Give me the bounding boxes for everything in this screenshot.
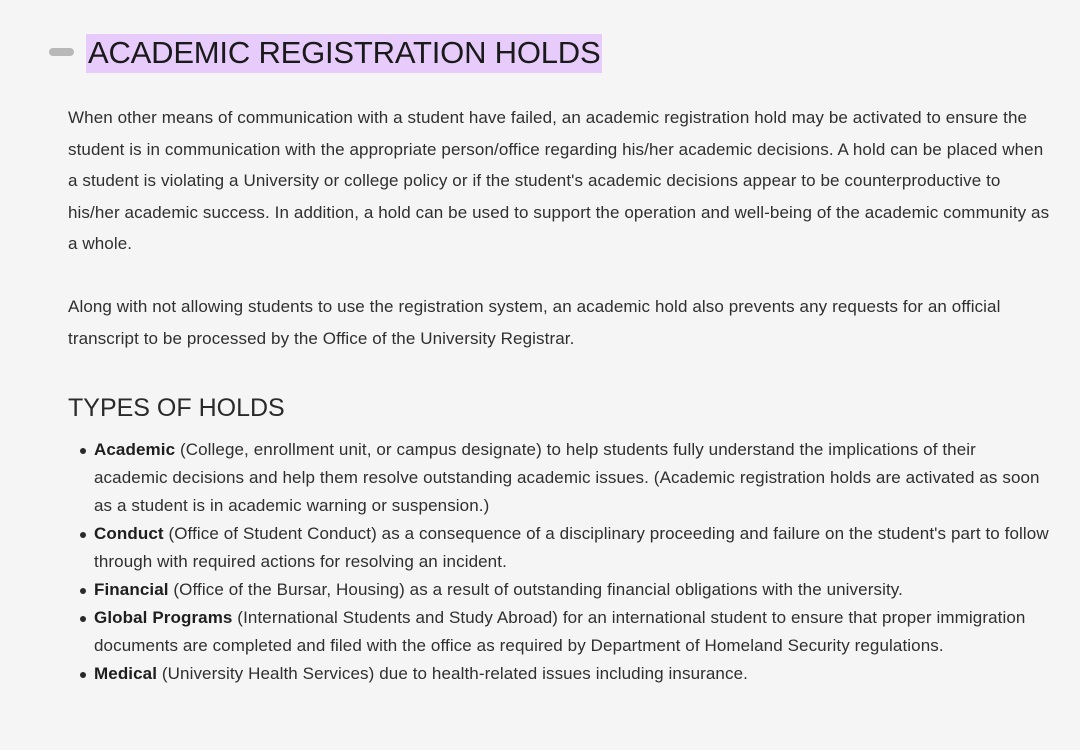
document-body: [68, 102, 1053, 688]
hold-item-global-programs: [94, 604, 1053, 660]
hold-description: (Office of Student Conduct) as a consequence of a disciplinary proceeding and failure on the student's part to follow through with required actions for resolving an incident.: [94, 524, 1049, 572]
hold-name: Conduct: [94, 524, 164, 544]
hold-name: Financial: [94, 580, 169, 600]
hold-name: Medical: [94, 664, 158, 684]
hold-item-financial: [94, 576, 1053, 604]
hold-name: Academic: [94, 440, 176, 460]
types-of-holds-heading: TYPES OF HOLDS: [68, 394, 285, 423]
hold-item-conduct: [94, 520, 1053, 576]
intro-paragraph: When other means of communication with a student have failed, an academic registration hold may be activated to ensure the student is in communication with the appropriate person/office regarding his/her academic decisions. A hold can be placed when a student is violating a University or college policy or if the student's academic decisions appear to be counterproductive to his/her academic success. In addition, a hold can be used to support the operation and well-being of the academic community as a whole.: [68, 108, 1050, 254]
hold-description: (College, enrollment unit, or campus designate) to help students fully understand the implications of their academic decisions and help them resolve outstanding academic issues. (Academic registration holds are activated as soon as a student is in academic warning or suspension.): [94, 440, 1040, 516]
hold-item-medical: [94, 660, 1053, 688]
holds-list: [68, 436, 1053, 688]
hold-name: Global Programs: [94, 608, 233, 628]
hold-item-academic: [94, 436, 1053, 520]
hold-description: (University Health Services) due to health-related issues including insurance.: [157, 664, 748, 684]
minus-collapse-icon[interactable]: [49, 48, 74, 56]
page-title: ACADEMIC REGISTRATION HOLDS: [86, 34, 602, 73]
hold-description: (International Students and Study Abroad) for an international student to ensure that proper immigration documents are completed and filed with the office as required by Department of Homeland Security regulations.: [94, 608, 1026, 656]
transcript-paragraph: Along with not allowing students to use the registration system, an academic hold also prevents any requests for an official transcript to be processed by the Office of the University Registrar.: [68, 296, 1001, 348]
hold-description: (Office of the Bursar, Housing) as a result of outstanding financial obligations with the university.: [168, 580, 903, 600]
